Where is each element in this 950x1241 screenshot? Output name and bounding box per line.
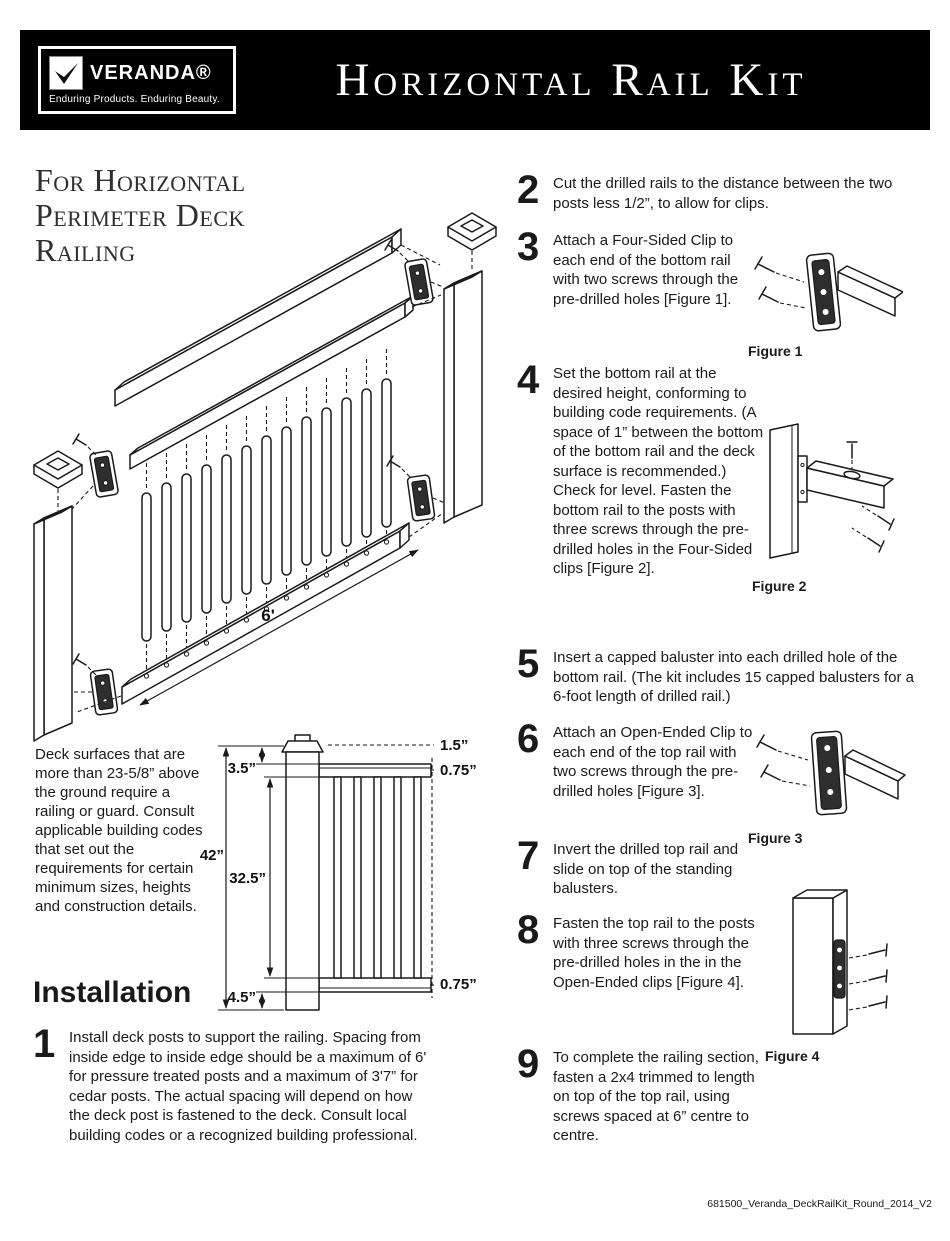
step-5-text: Insert a capped baluster into each drilled hole of the bottom rail. (The kit includes 15 capped balusters for a 6-foot length of drilled rail.) (553, 649, 915, 705)
brand-name: VERANDA® (90, 61, 212, 84)
step-4-text: Set the bottom rail at the desired height, conforming to building code requirements. (A space of 1” between the bottom of the bottom rail and the deck surface is recommended.) Check for level. Fasten the bottom rail to the posts with three screws through the pre-drilled holes in the Four-Sided clips [Figure 2]. (553, 365, 764, 577)
span-dimension-label: 6' (261, 606, 275, 625)
open-ended-clip (834, 940, 845, 998)
step-2-text: Cut the drilled rails to the distance between the two posts less 1/2”, to allow for clips. (553, 175, 893, 212)
overall-height-label: 42” (199, 847, 224, 864)
rail-section (319, 758, 432, 998)
step-6-number: 6 (517, 717, 540, 761)
installation-heading: Installation (33, 976, 192, 1009)
step-7 (517, 834, 771, 899)
figure-2 (752, 420, 902, 594)
header-banner (20, 30, 930, 130)
dimension-diagram (196, 726, 496, 1022)
left-post (34, 506, 72, 741)
rail-end (845, 750, 905, 799)
deck-post (282, 735, 323, 1010)
screw-icon (755, 257, 806, 308)
step-1-text: Install deck posts to support the railing. Spacing from inside edge to inside edge should be a maximum of 6' for pressure treated posts and a maximum of 3'7” for cedar posts. The actual spacing will depend on how the deck post is fastened to the deck. Consult local building codes or a recognized building professional. (69, 1029, 427, 1144)
step-3-text: Attach a Four-Sided Clip to each end of the bottom rail with two screws through the pre-drilled holes [Figure 1]. (553, 232, 739, 308)
bottom-rail-end (807, 461, 893, 508)
step-3-number: 3 (517, 225, 540, 269)
figure-3 (748, 722, 906, 846)
document-title: Horizontal Rail Kit (335, 54, 807, 106)
figure-2-caption: Figure 2 (752, 578, 807, 594)
figure-1 (748, 242, 903, 359)
step-6 (517, 717, 761, 801)
top-rail-thickness-label: 0.75” (440, 762, 477, 779)
screw-icon (757, 735, 810, 786)
step-9 (517, 1042, 765, 1146)
step-4-number: 4 (517, 358, 540, 402)
figure-3-illustration (748, 722, 906, 824)
step-8-number: 8 (517, 908, 540, 952)
step-7-number: 7 (517, 834, 540, 878)
step-8 (517, 908, 771, 992)
step-9-text: To complete the railing section, fasten a 2x4 trimmed to length on top of the top rail, using screws spaced at 6” centre to centre. (553, 1049, 759, 1144)
open-ended-clip (811, 731, 847, 815)
screw-icon (849, 944, 887, 1010)
step-1-number: 1 (33, 1022, 56, 1066)
step-5 (517, 642, 931, 707)
brand-tagline: Enduring Products. Enduring Beauty. (49, 94, 220, 105)
cap-to-rail-label: 3.5” (227, 760, 256, 777)
section-heading: For Horizontal Perimeter Deck Railing (35, 162, 246, 269)
exploded-railing-diagram (20, 193, 520, 743)
figure-4-caption: Figure 4 (765, 1048, 820, 1064)
bottom-rail-thickness-label: 0.75” (440, 976, 477, 993)
right-post (444, 271, 482, 523)
step-7-text: Invert the drilled top rail and slide on top of the standing balusters. (553, 841, 739, 897)
step-2 (517, 168, 925, 213)
step-9-number: 9 (517, 1042, 540, 1086)
figure-4 (765, 884, 900, 1064)
step-8-text: Fasten the top rail to the posts with three screws through the pre-drilled holes in the in the Open-Ended clips [Figure 4]. (553, 915, 755, 991)
bottom-gap-label: 4.5” (227, 989, 256, 1006)
figure-4-illustration (765, 884, 900, 1042)
baluster-opening-label: 32.5” (229, 870, 266, 887)
veranda-logo (38, 46, 236, 114)
step-5-number: 5 (517, 642, 540, 686)
cap-rail (115, 229, 401, 406)
step-6-text: Attach an Open-Ended Clip to each end of the top rail with two screws through the pre-drilled holes [Figure 3]. (553, 724, 753, 800)
step-1 (33, 1022, 427, 1145)
figure-1-caption: Figure 1 (748, 343, 803, 359)
footer-doc-code: 681500_Veranda_DeckRailKit_Round_2014_V2 (707, 1198, 932, 1210)
cap-offset-label: 1.5” (440, 737, 469, 754)
post-cap-left (34, 451, 82, 488)
deck-post (770, 424, 798, 558)
post-cap-right (448, 213, 496, 250)
four-sided-clip (806, 253, 841, 331)
step-3 (517, 225, 761, 309)
figure-2-illustration (752, 420, 902, 572)
four-sided-clip (798, 456, 807, 502)
veranda-check-icon (49, 56, 83, 90)
step-2-number: 2 (517, 168, 540, 212)
building-code-note: Deck surfaces that are more than 23-5/8” above the ground require a railing or guard. Consult applicable building codes that set out the requirements for certain minimum sizes, heights and construction details. (35, 746, 203, 916)
step-4 (517, 358, 765, 579)
figure-3-caption: Figure 3 (748, 830, 803, 846)
rail-end (838, 266, 903, 316)
figure-1-illustration (748, 242, 903, 337)
